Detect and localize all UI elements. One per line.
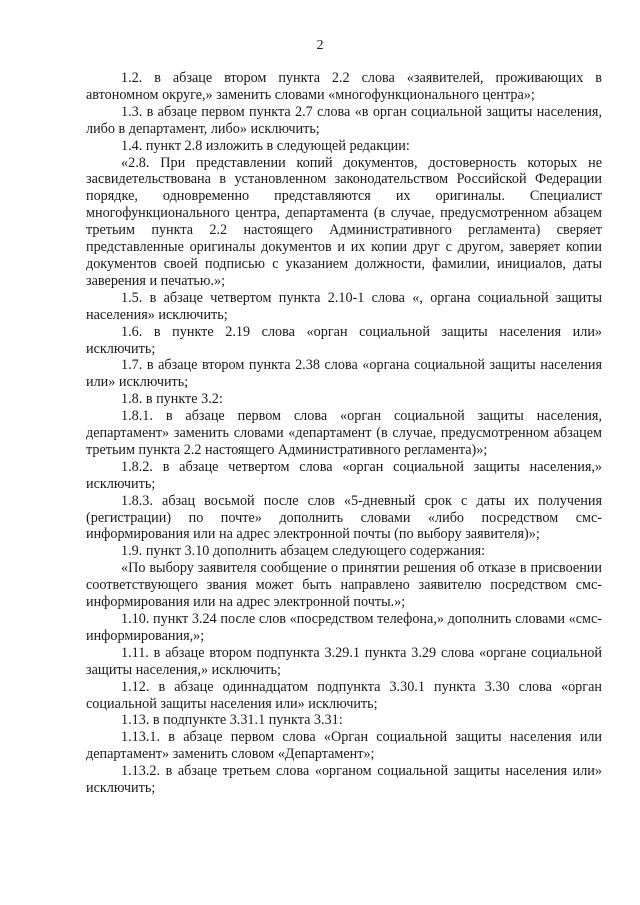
paragraph-1-8: 1.8. в пункте 3.2:	[121, 391, 223, 408]
paragraph-1-8-2: 1.8.2. в абзаце четвертом слова «орган социальной защиты населения,» исключить;	[86, 458, 602, 492]
paragraph-1-2: 1.2. в абзаце втором пункта 2.2 слова «заявителей, проживающих в автономном округе,» заменить словами «многофункционального центра»;	[86, 70, 602, 103]
paragraph-1-8-3: 1.8.3. абзац восьмой после слов «5-дневный срок с даты их получения (регистрации) по почте» дополнить словами «либо посредством смс-информирования или на адрес электронной почты (по выбору заявителя)»;	[86, 492, 602, 543]
paragraph-1-11: 1.11. в абзаце втором подпункта 3.29.1 пункта 3.29 слова «органе социальной защиты населения,» исключить;	[86, 644, 602, 678]
paragraph-3-10-quote: «По выбору заявителя сообщение о принятии решения об отказе в присвоении соответствующего звания может быть направлено заявителю посредством смс-информирования или на адрес электронной почты.»;	[86, 560, 602, 611]
paragraph-1-7: 1.7. в абзаце втором пункта 2.38 слова «органа социальной защиты населения или» исключить;	[86, 357, 602, 391]
paragraph-1-3: 1.3. в абзаце первом пункта 2.7 слова «в орган социальной защиты населения, либо в департамент, либо» исключить;	[86, 103, 602, 137]
paragraph-1-6: 1.6. в пункте 2.19 слова «орган социальной защиты населения или» исключить;	[86, 323, 602, 357]
paragraph-1-9: 1.9. пункт 3.10 дополнить абзацем следующего содержания:	[121, 543, 486, 560]
paragraph-1-13: 1.13. в подпункте 3.31.1 пункта 3.31:	[121, 712, 343, 729]
paragraph-1-13-1: 1.13.1. в абзаце первом слова «Орган социальной защиты населения или департамент» заменить словом «Департамент»;	[86, 729, 602, 763]
paragraph-1-8-1: 1.8.1. в абзаце первом слова «орган социальной защиты населения, департамент» заменить словами «департамент (в случае, предусмотренном абзацем третьим пункта 2.2 настоящего Административного регламента)»;	[86, 408, 602, 458]
paragraph-1-10: 1.10. пункт 3.24 после слов «посредством телефона,» дополнить словами «смс-информирования,»;	[86, 611, 602, 644]
paragraph-2-8-quote: «2.8. При представлении копий документов, достоверность которых не засвидетельствована в установленном законодательством Российской Федерации порядке, одновременно представляются их оригиналы. Специалист многофункционального центра, департамента (в случае, предусмотренном абзацем третьим пункта 2.2 настоящего Административного регламента) сверяет представленные оригиналы документов и их копии друг с другом, заверяет копии документов своей подписью с указанием должности, фамилии, инициалов, даты заверения и печатью.»;	[86, 154, 602, 289]
paragraph-1-5: 1.5. в абзаце четвертом пункта 2.10-1 слова «, органа социальной защиты населения» исключить;	[86, 289, 602, 323]
paragraph-1-4: 1.4. пункт 2.8 изложить в следующей редакции:	[121, 137, 410, 154]
paragraph-1-13-2: 1.13.2. в абзаце третьем слова «органом социальной защиты населения или» исключить;	[86, 763, 602, 797]
page-number: 2	[316, 38, 324, 53]
paragraph-1-12: 1.12. в абзаце одиннадцатом подпункта 3.30.1 пункта 3.30 слова «орган социальной защиты населения или» исключить;	[86, 678, 602, 712]
document-body	[86, 70, 602, 797]
